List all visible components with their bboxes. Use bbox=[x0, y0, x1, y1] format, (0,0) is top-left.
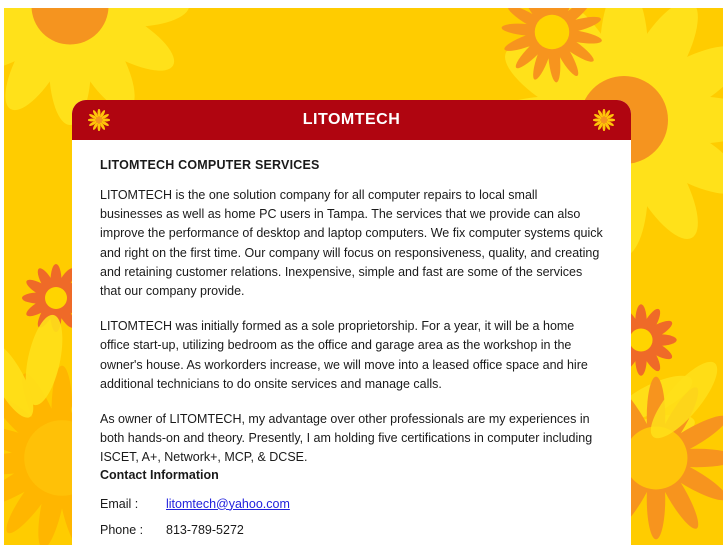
contact-information-heading: Contact Information bbox=[100, 467, 219, 482]
contact-table bbox=[100, 496, 290, 545]
paragraph-about: LITOMTECH is the one solution company for all computer repairs to local small businesses as well as home PC users in Tampa. The services that we provide can also improve the performance of desktop and laptop computers. We fix computer systems quick and right on the first time. Our company will focus on responsiveness, quality, and creating and retaining customer relations. Inexpensive, simple and fast are some of the services that our company provide. bbox=[100, 188, 603, 299]
card-header bbox=[72, 100, 631, 140]
sunflower-icon-right bbox=[593, 109, 615, 131]
paragraph-structure: LITOMTECH was initially formed as a sole proprietorship. For a year, it will be a home office start-up, utilizing bedroom as the office and garage area as the workshop in the owner's house. As workorders increase, we will move into a leased office space and hire additional technicians to do onsite services and manage calls. bbox=[100, 319, 588, 391]
email-link[interactable]: litomtech@yahoo.com bbox=[166, 496, 290, 511]
table-row bbox=[100, 496, 290, 522]
card-body bbox=[72, 140, 631, 545]
section-heading: LITOMTECH COMPUTER SERVICES bbox=[100, 158, 320, 172]
content-card bbox=[72, 100, 631, 545]
phone-label: Phone : bbox=[100, 522, 144, 537]
phone-value: 813-789-5272 bbox=[166, 522, 244, 537]
paragraph-owner: As owner of LITOMTECH, my advantage over other professionals are my experiences in both hands-on and theory. Presently, I am holding five certifications in computer including ISCET, A+, Network+, MCP, & DCSE. bbox=[100, 412, 593, 465]
page-title: LITOMTECH bbox=[302, 111, 401, 128]
sunflower-icon-left bbox=[88, 109, 110, 131]
table-row bbox=[100, 522, 290, 545]
email-label: Email : bbox=[100, 496, 139, 511]
email-value-cell bbox=[166, 496, 290, 522]
